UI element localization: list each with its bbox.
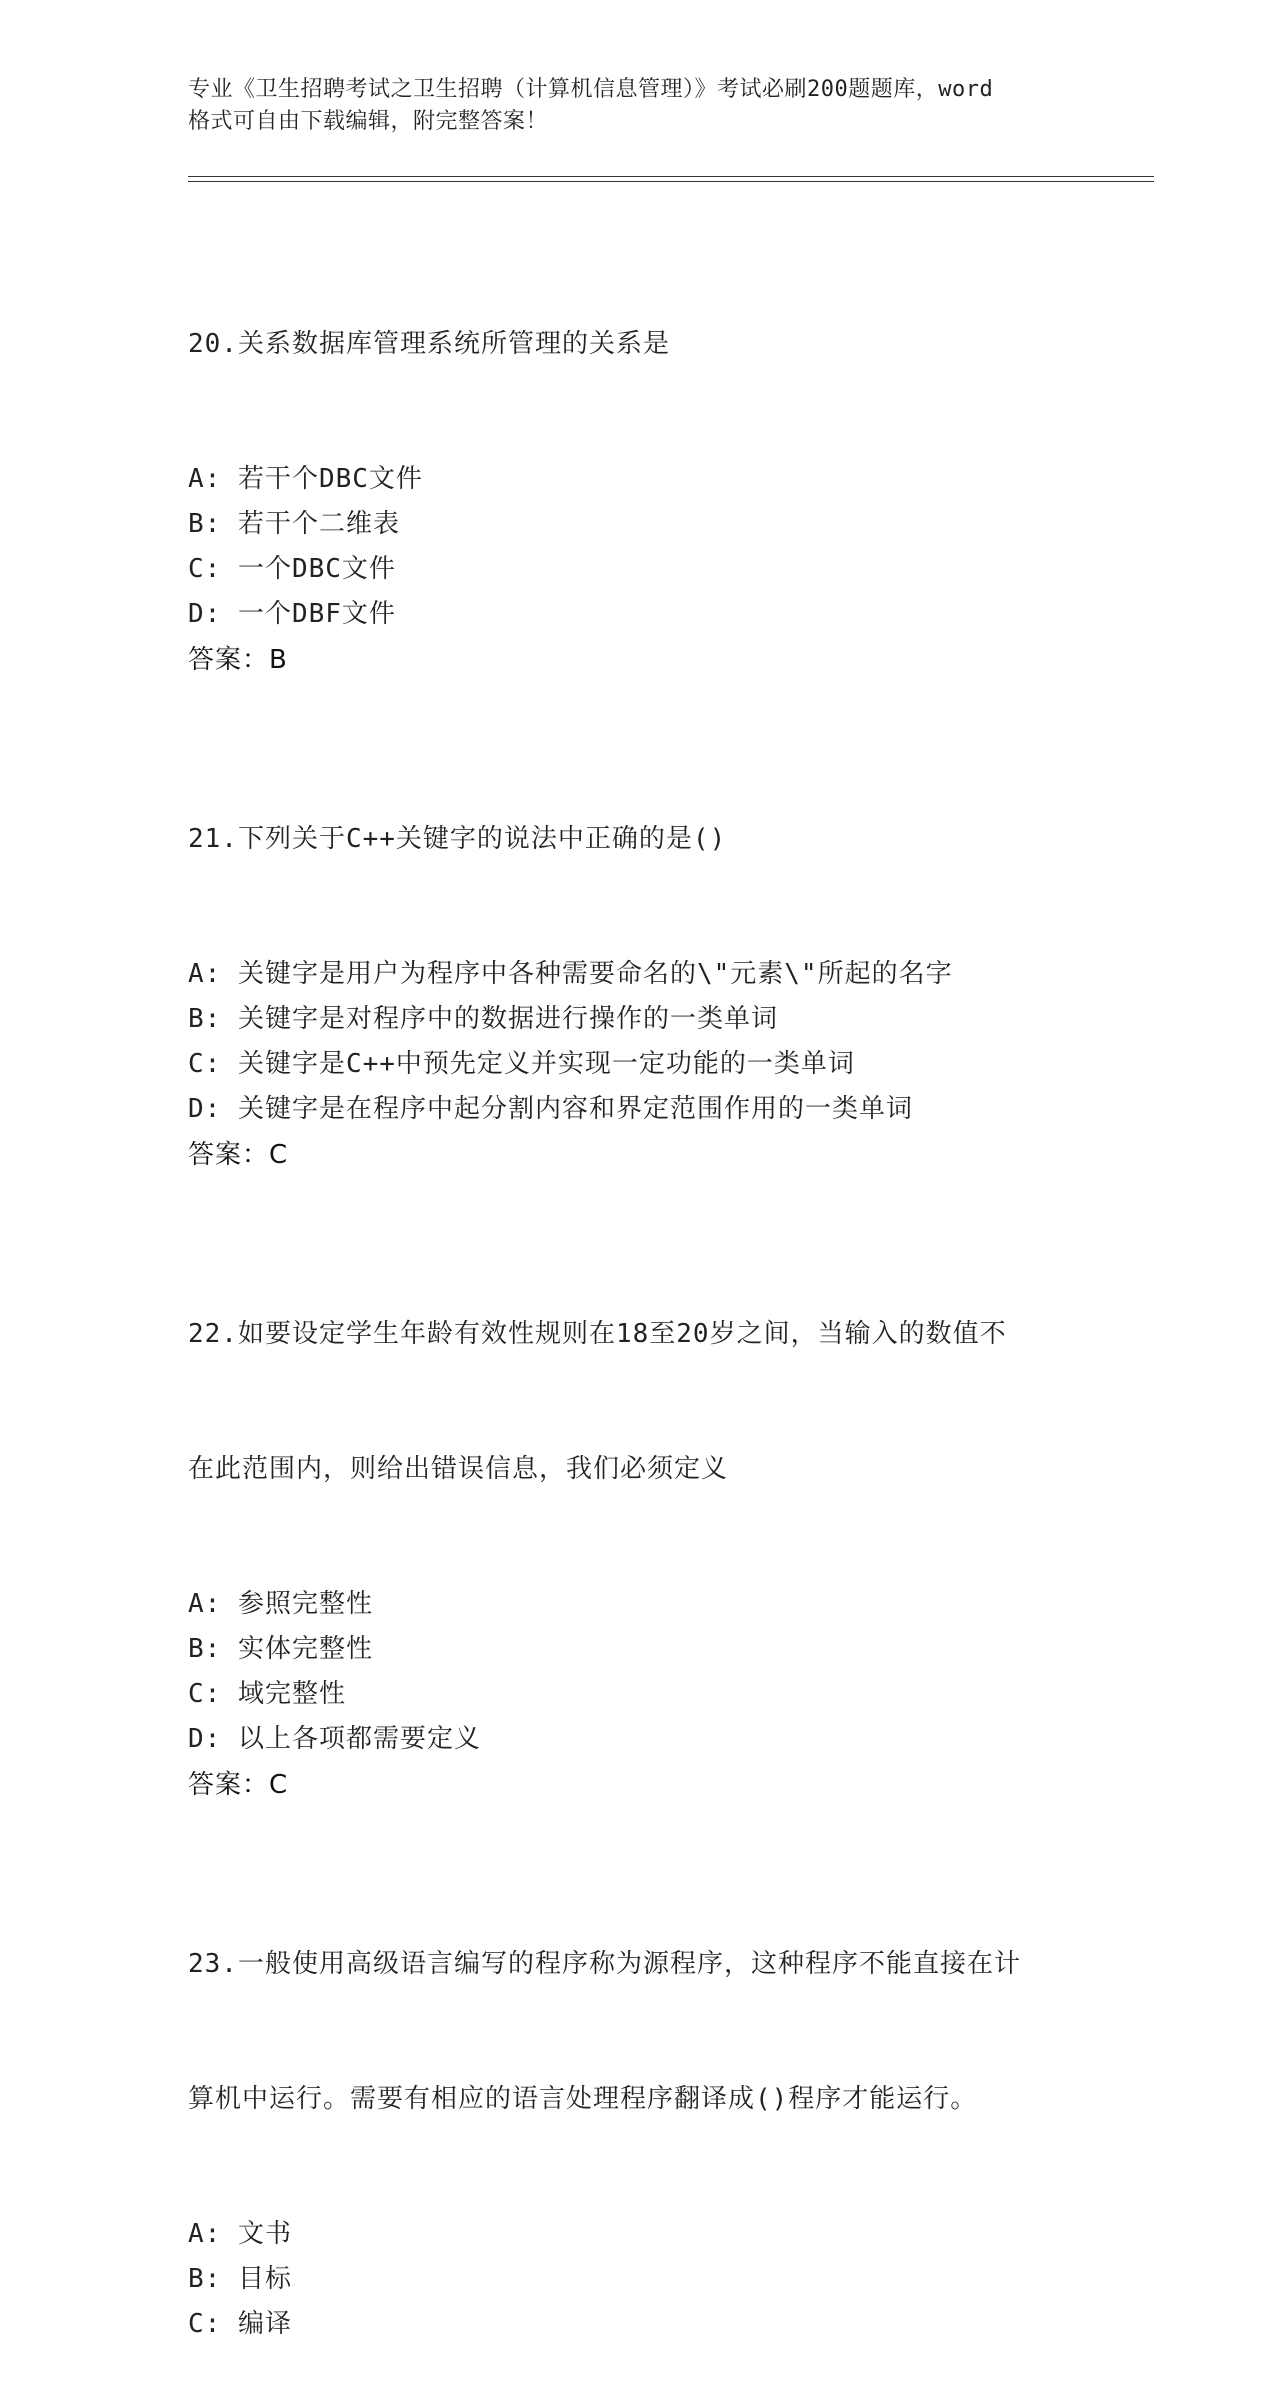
- header-divider-top: [188, 176, 1154, 177]
- question-list: [188, 232, 1088, 2391]
- answer-line: [188, 1132, 1088, 1178]
- header-line-2: 格式可自由下载编辑，附完整答案！: [188, 109, 549, 134]
- answer-value: C: [269, 1140, 288, 1170]
- option-d: D: 一个DBF文件: [188, 599, 396, 629]
- option-d: D: 以上各项都需要定义: [188, 1724, 481, 1754]
- header-line-1: 专业《卫生招聘考试之卫生招聘（计算机信息管理）》考试必刷200题题库，word: [188, 77, 994, 102]
- header-divider-bottom: [188, 181, 1154, 182]
- option-c: C: 一个DBC文件: [188, 554, 396, 584]
- option-a: A: 参照完整性: [188, 1589, 373, 1619]
- document-header: [188, 74, 1088, 138]
- question-stem: [188, 1852, 1088, 2212]
- option-c: C: 域完整性: [188, 1679, 346, 1709]
- option-b: B: 实体完整性: [188, 1634, 373, 1664]
- stem-line: 22.如要设定学生年龄有效性规则在18至20岁之间，当输入的数值不: [188, 1319, 1007, 1349]
- option-b: B: 目标: [188, 2264, 292, 2294]
- answer-line: [188, 637, 1088, 683]
- option-a: A: 文书: [188, 2219, 292, 2249]
- option-a: A: 关键字是用户为程序中各种需要命名的\"元素\"所起的名字: [188, 959, 953, 989]
- option-d: D: 关键字是在程序中起分割内容和界定范围作用的一类单词: [188, 1094, 913, 1124]
- option-b: B: 若干个二维表: [188, 509, 400, 539]
- option-a: A: 若干个DBC文件: [188, 464, 423, 494]
- option-c: C: 编译: [188, 2309, 292, 2339]
- answer-label: 答案：: [188, 645, 270, 675]
- stem-line: 23.一般使用高级语言编写的程序称为源程序，这种程序不能直接在计: [188, 1949, 1021, 1979]
- question-22: [188, 1222, 1088, 1808]
- stem-line: 21.下列关于C++关键字的说法中正确的是(): [188, 824, 727, 854]
- stem-line: 算机中运行。需要有相应的语言处理程序翻译成()程序才能运行。: [188, 2084, 978, 2114]
- stem-line: 在此范围内，则给出错误信息，我们必须定义: [188, 1454, 729, 1484]
- answer-label: 答案：: [188, 1770, 270, 1800]
- answer-label: 答案：: [188, 1140, 270, 1170]
- option-b: B: 关键字是对程序中的数据进行操作的一类单词: [188, 1004, 778, 1034]
- answer-value: C: [269, 1770, 288, 1800]
- question-stem: [188, 232, 1088, 457]
- question-23: [188, 1852, 1088, 2347]
- question-20: [188, 232, 1088, 683]
- question-21: [188, 727, 1088, 1178]
- question-stem: [188, 727, 1088, 952]
- question-stem: [188, 1222, 1088, 1582]
- stem-line: 20.关系数据库管理系统所管理的关系是: [188, 329, 670, 359]
- answer-line: [188, 1762, 1088, 1808]
- option-c: C: 关键字是C++中预先定义并实现一定功能的一类单词: [188, 1049, 855, 1079]
- answer-value: B: [269, 645, 287, 675]
